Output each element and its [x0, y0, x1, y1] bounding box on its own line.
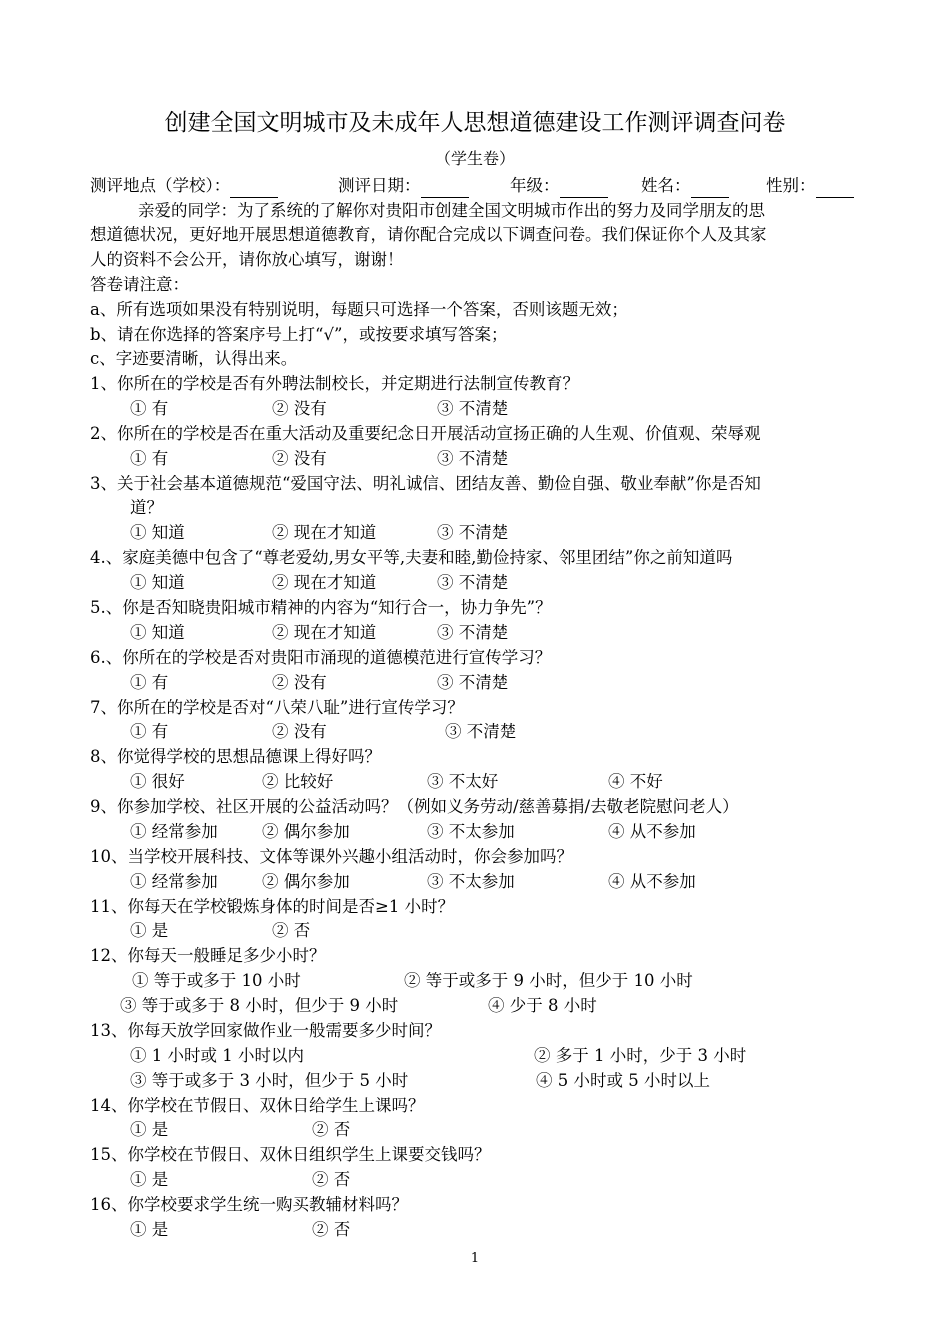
question-14-options: [90, 1118, 860, 1142]
question-13-options-row-1: [90, 1044, 860, 1068]
q1-option-3[interactable]: ③ 不清楚: [437, 399, 509, 418]
note-a: a、所有选项如果没有特别说明，每题只可选择一个答案，否则该题无效；: [90, 300, 628, 319]
name-field[interactable]: [641, 174, 729, 198]
gender-label: 性别：: [766, 176, 816, 195]
school-label: 测评地点（学校）：: [90, 176, 231, 195]
question-16-options: [90, 1218, 860, 1242]
date-blank[interactable]: [421, 179, 469, 198]
q16-option-2[interactable]: ② 否: [312, 1220, 351, 1239]
q12-option-1[interactable]: ① 等于或多于 10 小时: [132, 971, 301, 990]
question-12-options-row-1: [90, 969, 860, 993]
q12-option-2[interactable]: ② 等于或多于 9 小时，但少于 10 小时: [404, 971, 693, 990]
q9-option-2[interactable]: ② 偶尔参加: [262, 822, 350, 841]
q11-option-2[interactable]: ② 否: [272, 921, 311, 940]
q12-option-3[interactable]: ③ 等于或多于 8 小时，但少于 9 小时: [120, 996, 399, 1015]
q7-option-1[interactable]: ① 有: [130, 722, 169, 741]
q8-option-1[interactable]: ① 很好: [130, 772, 185, 791]
intro-line-1: 亲爱的同学：为了系统的了解你对贵阳市创建全国文明城市作出的努力及同学朋友的思: [138, 201, 765, 220]
q10-option-4[interactable]: ④ 从不参加: [608, 872, 696, 891]
question-13-options-row-2: [90, 1069, 860, 1093]
q6-option-2[interactable]: ② 没有: [272, 673, 327, 692]
grade-field[interactable]: [510, 174, 608, 198]
q2-option-2[interactable]: ② 没有: [272, 449, 327, 468]
question-2: 2、你所在的学校是否在重大活动及重要纪念日开展活动宣扬正确的人生观、价值观、荣辱观: [90, 424, 761, 443]
q4-option-1[interactable]: ① 知道: [130, 573, 185, 592]
q3-option-3[interactable]: ③ 不清楚: [437, 523, 509, 542]
q15-option-2[interactable]: ② 否: [312, 1170, 351, 1189]
question-7-options: [90, 720, 860, 744]
q7-option-3[interactable]: ③ 不清楚: [445, 722, 517, 741]
q8-option-3[interactable]: ③ 不太好: [427, 772, 499, 791]
q10-option-3[interactable]: ③ 不太参加: [427, 872, 515, 891]
q3-option-2[interactable]: ② 现在才知道: [272, 523, 377, 542]
question-4: 4.、家庭美德中包含了“尊老爱幼,男女平等,夫妻和睦,勤俭持家、邻里团结”你之前知道吗: [90, 548, 733, 567]
q1-option-2[interactable]: ② 没有: [272, 399, 327, 418]
q5-option-1[interactable]: ① 知道: [130, 623, 185, 642]
q10-option-1[interactable]: ① 经常参加: [130, 872, 218, 891]
info-fields-row: [90, 174, 860, 198]
question-9: 9、你参加学校、社区开展的公益活动吗？（例如义务劳动/慈善募捐/去敬老院慰问老人）: [90, 797, 739, 816]
intro-line-3: 人的资料不会公开，请你放心填写，谢谢！: [90, 250, 404, 269]
q9-option-1[interactable]: ① 经常参加: [130, 822, 218, 841]
q2-option-1[interactable]: ① 有: [130, 449, 169, 468]
question-10: 10、当学校开展科技、文体等课外兴趣小组活动时，你会参加吗？: [90, 847, 573, 866]
q13-option-3[interactable]: ③ 等于或多于 3 小时，但少于 5 小时: [130, 1071, 409, 1090]
question-13: 13、你每天放学回家做作业一般需要多少时间？: [90, 1021, 441, 1040]
question-3-continued: 道？: [130, 498, 163, 517]
gender-field[interactable]: [766, 174, 854, 198]
q5-option-3[interactable]: ③ 不清楚: [437, 623, 509, 642]
q8-option-2[interactable]: ② 比较好: [262, 772, 334, 791]
q10-option-2[interactable]: ② 偶尔参加: [262, 872, 350, 891]
question-7: 7、你所在的学校是否对“八荣八耻”进行宣传学习？: [90, 698, 464, 717]
question-8-options: [90, 770, 860, 794]
note-b: b、请在你选择的答案序号上打“√”，或按要求填写答案；: [90, 325, 508, 344]
question-8: 8、你觉得学校的思想品德课上得好吗？: [90, 747, 381, 766]
question-16: 16、你学校要求学生统一购买教辅材料吗？: [90, 1195, 408, 1214]
grade-label: 年级：: [510, 176, 560, 195]
q8-option-4[interactable]: ④ 不好: [608, 772, 663, 791]
question-14: 14、你学校在节假日、双休日给学生上课吗？: [90, 1096, 425, 1115]
q3-option-1[interactable]: ① 知道: [130, 523, 185, 542]
q15-option-1[interactable]: ① 是: [130, 1170, 169, 1189]
name-blank[interactable]: [691, 179, 729, 198]
question-15-options: [90, 1168, 860, 1192]
question-2-options: [90, 447, 860, 471]
q1-option-1[interactable]: ① 有: [130, 399, 169, 418]
notes-heading: 答卷请注意：: [90, 275, 189, 294]
question-5-options: [90, 621, 860, 645]
q4-option-3[interactable]: ③ 不清楚: [437, 573, 509, 592]
q11-option-1[interactable]: ① 是: [130, 921, 169, 940]
question-4-options: [90, 571, 860, 595]
question-15: 15、你学校在节假日、双休日组织学生上课要交钱吗？: [90, 1145, 491, 1164]
intro-line-2: 想道德状况，更好地开展思想道德教育，请你配合完成以下调查问卷。我们保证你个人及其家: [90, 225, 767, 244]
q6-option-1[interactable]: ① 有: [130, 673, 169, 692]
q14-option-2[interactable]: ② 否: [312, 1120, 351, 1139]
date-label: 测评日期：: [338, 176, 421, 195]
q9-option-3[interactable]: ③ 不太参加: [427, 822, 515, 841]
q13-option-4[interactable]: ④ 5 小时或 5 小时以上: [536, 1071, 710, 1090]
question-12-options-row-2: [90, 994, 860, 1018]
gender-blank[interactable]: [816, 179, 854, 198]
q12-option-4[interactable]: ④ 少于 8 小时: [488, 996, 597, 1015]
school-field[interactable]: [90, 174, 278, 198]
question-3: 3、关于社会基本道德规范“爱国守法、明礼诚信、团结友善、勤俭自强、敬业奉献”你是否知: [90, 474, 761, 493]
document-title: 创建全国文明城市及未成年人思想道德建设工作测评调查问卷: [164, 110, 786, 136]
question-3-options: [90, 521, 860, 545]
q16-option-1[interactable]: ① 是: [130, 1220, 169, 1239]
question-1-options: [90, 397, 860, 421]
page-number: 1: [470, 1251, 480, 1266]
date-field[interactable]: [338, 174, 469, 198]
q2-option-3[interactable]: ③ 不清楚: [437, 449, 509, 468]
name-label: 姓名：: [641, 176, 691, 195]
question-5: 5.、你是否知晓贵阳城市精神的内容为“知行合一，协力争先”？: [90, 598, 552, 617]
q9-option-4[interactable]: ④ 从不参加: [608, 822, 696, 841]
question-11-options: [90, 919, 860, 943]
question-10-options: [90, 870, 860, 894]
q6-option-3[interactable]: ③ 不清楚: [437, 673, 509, 692]
question-9-options: [90, 820, 860, 844]
q7-option-2[interactable]: ② 没有: [272, 722, 327, 741]
grade-blank[interactable]: [560, 179, 608, 198]
question-12: 12、你每天一般睡足多少小时？: [90, 946, 326, 965]
q5-option-2[interactable]: ② 现在才知道: [272, 623, 377, 642]
note-c: c、字迹要清晰，认得出来。: [90, 349, 298, 368]
question-6: 6.、你所在的学校是否对贵阳市涌现的道德模范进行宣传学习？: [90, 648, 552, 667]
q4-option-2[interactable]: ② 现在才知道: [272, 573, 377, 592]
q13-option-2[interactable]: ② 多于 1 小时，少于 3 小时: [534, 1046, 747, 1065]
question-1: 1、你所在的学校是否有外聘法制校长，并定期进行法制宣传教育？: [90, 374, 579, 393]
q14-option-1[interactable]: ① 是: [130, 1120, 169, 1139]
document-subtitle: （学生卷）: [434, 149, 515, 168]
school-blank[interactable]: [230, 179, 278, 198]
q13-option-1[interactable]: ① 1 小时或 1 小时以内: [130, 1046, 304, 1065]
question-6-options: [90, 671, 860, 695]
question-11: 11、你每天在学校锻炼身体的时间是否≥1 小时？: [90, 897, 455, 916]
